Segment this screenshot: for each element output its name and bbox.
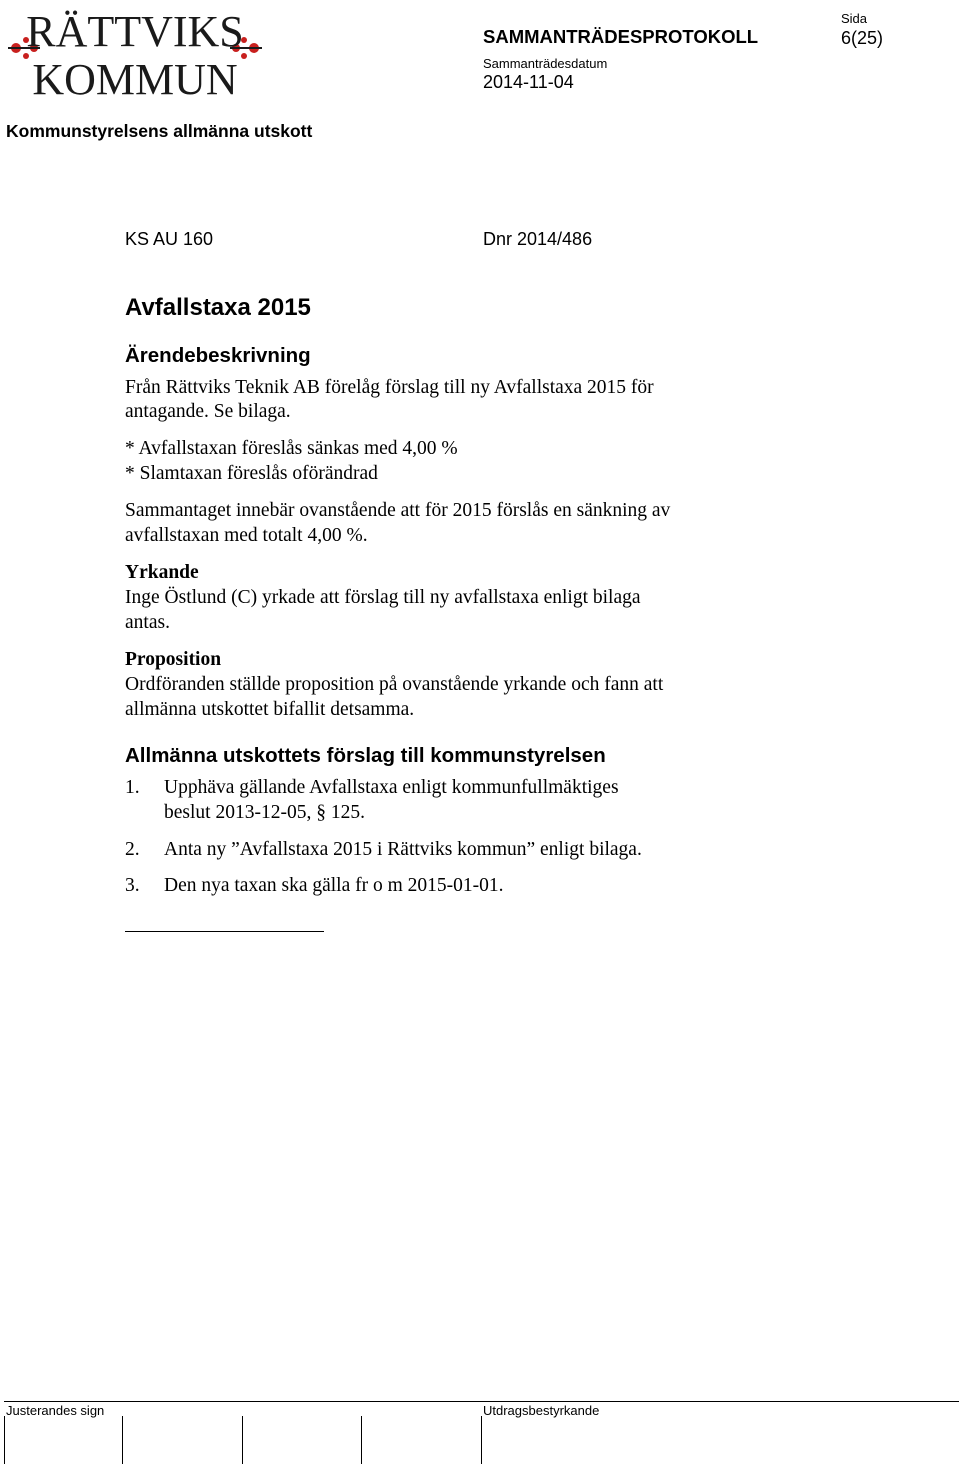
- description-line-2: antagande. Se bilaga.: [125, 401, 291, 422]
- summary-line-2: avfallstaxan med totalt 4,00 %.: [125, 525, 368, 546]
- signature-label: Justerandes sign: [6, 1403, 105, 1418]
- motion-line-1: Inge Östlund (C) yrkade att förslag till ny avfallstaxa enligt bilaga: [125, 587, 641, 608]
- signature-box-divider: [481, 1416, 482, 1464]
- signature-box-divider: [4, 1416, 5, 1464]
- signature-box-divider: [361, 1416, 362, 1464]
- proposition-line-1: Ordföranden ställde proposition på ovanstående yrkande och fann att: [125, 674, 664, 695]
- proposal-item-3-number: 3.: [125, 875, 140, 896]
- bullet-1: * Avfallstaxan föreslås sänkas med 4,00 %: [125, 438, 458, 459]
- proposal-item-1-number: 1.: [125, 777, 140, 798]
- bullet-2: * Slamtaxan föreslås oförändrad: [125, 463, 378, 484]
- meeting-date-label: Sammanträdesdatum: [483, 56, 608, 71]
- signature-box-divider: [242, 1416, 243, 1464]
- logo-line2: KOMMUN: [32, 55, 238, 100]
- logo-line1: RÄTTVIKS: [26, 7, 244, 56]
- motion-heading: Yrkande: [125, 562, 199, 583]
- meeting-date: 2014-11-04: [483, 72, 574, 92]
- proposal-item-1-line-1: Upphäva gällande Avfallstaxa enligt kommunfullmäktiges: [164, 777, 619, 798]
- case-dnr: Dnr 2014/486: [483, 229, 593, 249]
- proposition-line-2: allmänna utskottet bifallit detsamma.: [125, 699, 415, 720]
- proposal-item-2-number: 2.: [125, 839, 140, 860]
- description-line-1: Från Rättviks Teknik AB förelåg förslag till ny Avfallstaxa 2015 för: [125, 377, 654, 398]
- committee-name: Kommunstyrelsens allmänna utskott: [6, 121, 313, 141]
- proposition-heading: Proposition: [125, 649, 222, 670]
- municipality-logo: [4, 2, 266, 100]
- signature-box-divider: [122, 1416, 123, 1464]
- description-heading: Ärendebeskrivning: [125, 344, 311, 367]
- proposal-item-1-line-2: beslut 2013-12-05, § 125.: [164, 802, 365, 823]
- proposal-item-2-line-1: Anta ny ”Avfallstaxa 2015 i Rättviks kommun” enligt bilaga.: [164, 839, 642, 860]
- case-title: Avfallstaxa 2015: [125, 294, 311, 321]
- case-id: KS AU 160: [125, 229, 214, 249]
- motion-line-2: antas.: [125, 612, 170, 633]
- document-type: SAMMANTRÄDESPROTOKOLL: [483, 26, 759, 47]
- proposal-heading: Allmänna utskottets förslag till kommunstyrelsen: [125, 744, 606, 767]
- end-rule: [125, 931, 324, 932]
- page-number: 6(25): [841, 28, 884, 48]
- summary-line-1: Sammantaget innebär ovanstående att för 2015 förslås en sänkning av: [125, 500, 671, 521]
- page-label: Sida: [841, 11, 868, 26]
- footer-divider: [4, 1401, 959, 1402]
- proposal-item-3-line-1: Den nya taxan ska gälla fr o m 2015-01-01.: [164, 875, 504, 896]
- extract-certification-label: Utdragsbestyrkande: [483, 1403, 600, 1418]
